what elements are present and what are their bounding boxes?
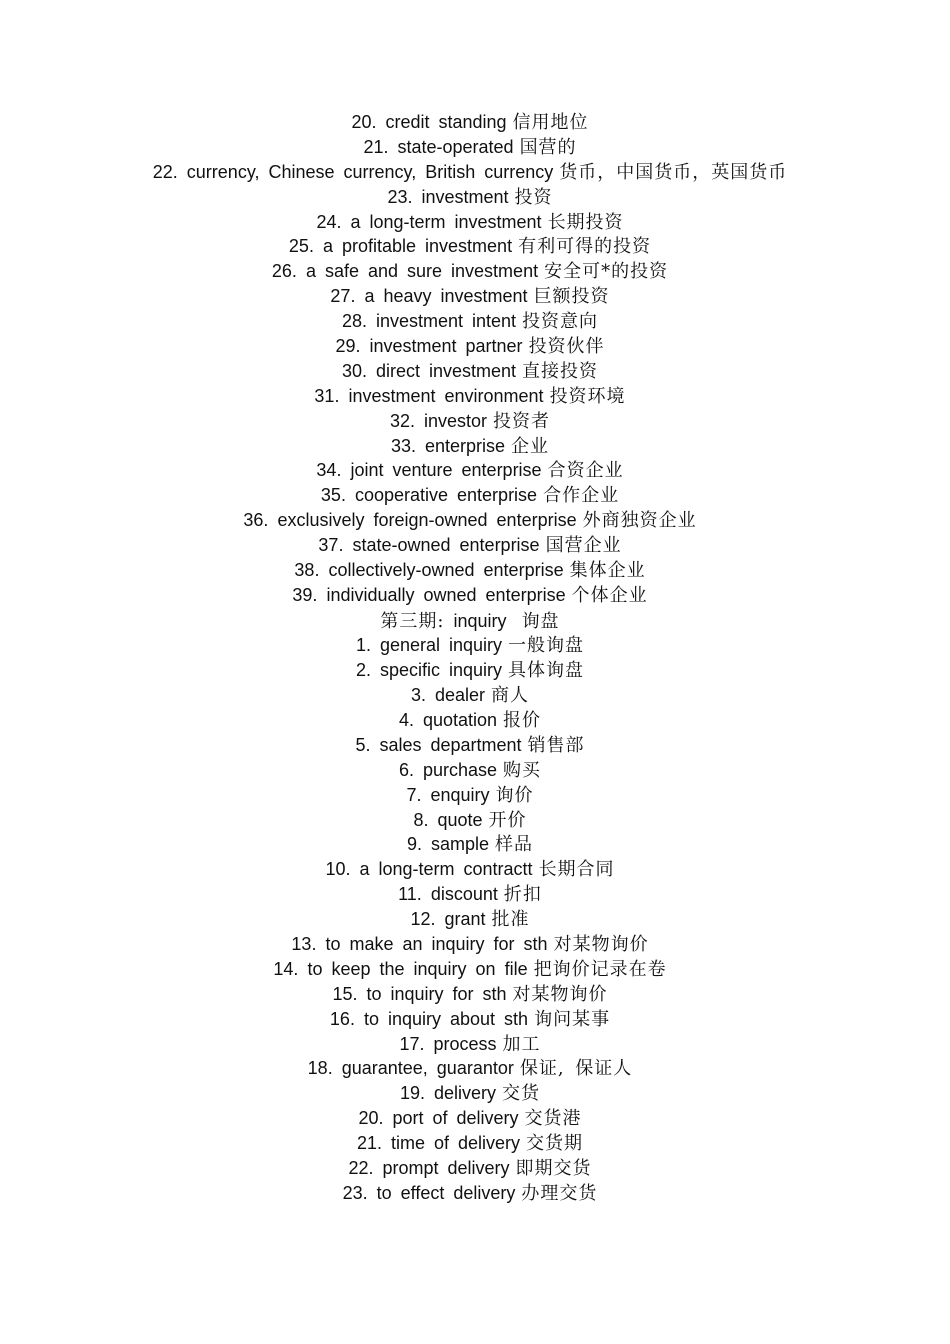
entry-number: 26. — [271, 261, 297, 282]
vocabulary-entry — [0, 458, 940, 483]
entry-number: 31. — [314, 385, 340, 406]
entry-number: 16. — [329, 1008, 355, 1029]
vocabulary-entry — [0, 160, 940, 185]
vocabulary-entry — [0, 808, 940, 833]
entry-number: 24. — [316, 211, 342, 232]
entry-chinese-translation: 信用地位 — [512, 112, 589, 133]
entry-chinese-translation: 投资伙伴 — [528, 336, 605, 358]
entry-number: 12. — [410, 909, 436, 930]
entry-english-term: cooperative enterprise — [354, 485, 538, 506]
vocabulary-entry — [0, 1081, 940, 1106]
entry-chinese-translation: 批准 — [491, 909, 530, 931]
entry-chinese-translation: 长期合同 — [538, 859, 615, 881]
entry-chinese-translation: 外商独资企业 — [582, 510, 697, 532]
vocabulary-entry — [0, 1131, 940, 1156]
vocabulary-entry — [0, 1032, 940, 1057]
vocabulary-entry — [0, 508, 940, 533]
entry-chinese-translation: 购买 — [503, 759, 542, 781]
entry-english-term: a heavy investment — [364, 286, 528, 307]
vocabulary-entry — [0, 384, 940, 409]
vocabulary-entry — [0, 409, 940, 434]
entry-chinese-translation: 长期投资 — [547, 211, 624, 233]
vocabulary-entry — [0, 683, 940, 708]
entry-chinese-translation: 投资意向 — [522, 311, 599, 333]
entry-number: 38. — [294, 560, 320, 581]
entry-number: 22. — [152, 161, 178, 182]
entry-number: 28. — [341, 311, 367, 332]
vocabulary-list-section-two — [0, 110, 940, 608]
entry-number: 35. — [320, 485, 346, 506]
entry-number: 30. — [341, 360, 367, 381]
entry-english-term: specific inquiry — [379, 660, 503, 681]
vocabulary-entry — [0, 1106, 940, 1131]
entry-english-term: to inquiry about sth — [363, 1008, 529, 1029]
entry-chinese-translation: 交货港 — [524, 1108, 582, 1130]
entry-number: 2. — [355, 660, 371, 681]
entry-chinese-translation: 对某物询价 — [512, 983, 608, 1005]
entry-english-term: discount — [430, 884, 498, 905]
entry-number: 10. — [325, 859, 351, 880]
entry-english-term: dealer — [434, 685, 486, 706]
entry-chinese-translation: 即期交货 — [515, 1158, 592, 1180]
entry-english-term: enterprise — [425, 435, 506, 456]
vocabulary-entry — [0, 832, 940, 857]
entry-english-term: quotation — [422, 709, 498, 730]
entry-number: 22. — [348, 1158, 374, 1179]
entry-number: 11. — [398, 884, 422, 905]
entry-number: 23. — [387, 186, 413, 207]
section-heading-prefix: 第三期: — [380, 610, 445, 632]
vocabulary-list-section-three — [0, 633, 940, 1205]
entry-english-term: credit standing — [385, 112, 507, 132]
entry-chinese-translation: 销售部 — [527, 734, 585, 756]
entry-chinese-translation: 报价 — [503, 709, 542, 731]
vocabulary-entry — [0, 658, 940, 683]
entry-chinese-translation: 投资环境 — [549, 385, 626, 407]
vocabulary-entry — [0, 857, 940, 882]
entry-chinese-translation: 国营企业 — [545, 535, 622, 557]
vocabulary-entry — [0, 1007, 940, 1032]
entry-chinese-translation: 保证, 保证人 — [519, 1058, 633, 1080]
vocabulary-entry — [0, 1056, 940, 1081]
entry-number: 27. — [330, 286, 356, 307]
entry-english-term: guarantee, guarantor — [341, 1058, 514, 1079]
entry-number: 32. — [389, 410, 415, 431]
entry-english-term: time of delivery — [391, 1133, 521, 1154]
section-heading-english: inquiry — [453, 610, 507, 631]
entry-number: 25. — [288, 236, 314, 257]
entry-chinese-translation: 企业 — [511, 435, 550, 457]
entry-number: 14. — [273, 958, 299, 979]
vocabulary-entry — [0, 982, 940, 1007]
entry-chinese-translation: 国营的 — [519, 136, 577, 158]
entry-english-term: direct investment — [375, 360, 517, 381]
entry-chinese-translation: 投资 — [514, 186, 553, 208]
entry-english-term: state-owned enterprise — [352, 535, 540, 556]
entry-english-term: currency, Chinese currency, British currency — [186, 161, 554, 182]
section-heading — [0, 608, 940, 634]
entry-chinese-translation: 货币，中国货币，英国货币 — [559, 161, 788, 183]
entry-english-term: sample — [431, 834, 490, 855]
entry-number: 19. — [399, 1083, 425, 1104]
entry-number: 39. — [292, 584, 318, 605]
vocabulary-entry — [0, 932, 940, 957]
entry-number: 3. — [410, 685, 426, 706]
entry-english-term: to effect delivery — [376, 1182, 516, 1203]
entry-chinese-translation: 交货 — [502, 1083, 541, 1105]
entry-number: 4. — [398, 709, 414, 730]
entry-number: 20. — [351, 112, 377, 132]
entry-chinese-translation: 把询价记录在卷 — [533, 958, 667, 980]
entry-number: 37. — [318, 535, 344, 556]
vocabulary-entry — [0, 210, 940, 235]
entry-chinese-translation: 巨额投资 — [533, 286, 610, 308]
vocabulary-entry — [0, 259, 940, 284]
vocabulary-entry — [0, 633, 940, 658]
entry-chinese-translation: 直接投资 — [522, 360, 599, 382]
entry-number: 17. — [399, 1033, 425, 1054]
entry-number: 23. — [342, 1182, 368, 1203]
vocabulary-entry — [0, 533, 940, 558]
entry-chinese-translation: 加工 — [502, 1033, 541, 1055]
entry-english-term: joint venture enterprise — [350, 460, 542, 481]
vocabulary-entry — [0, 185, 940, 210]
entry-number: 21. — [363, 136, 389, 157]
vocabulary-entry — [0, 1156, 940, 1181]
entry-english-term: collectively-owned enterprise — [328, 560, 564, 581]
entry-chinese-translation: 合资企业 — [547, 460, 624, 482]
entry-number: 29. — [335, 336, 361, 357]
entry-number: 5. — [355, 734, 371, 755]
entry-chinese-translation: 一般询盘 — [508, 635, 585, 657]
entry-english-term: purchase — [422, 759, 498, 780]
entry-number: 6. — [398, 759, 414, 780]
vocabulary-entry — [0, 783, 940, 808]
entry-chinese-translation: 样品 — [495, 834, 534, 856]
vocabulary-entry — [0, 110, 940, 135]
section-heading-chinese: 询盘 — [521, 610, 560, 632]
entry-english-term: to inquiry for sth — [366, 983, 507, 1004]
vocabulary-entry — [0, 234, 940, 259]
vocabulary-entry — [0, 583, 940, 608]
vocabulary-entry — [0, 957, 940, 982]
entry-english-term: prompt delivery — [382, 1158, 510, 1179]
entry-chinese-translation: 有利可得的投资 — [518, 236, 652, 258]
entry-number: 7. — [406, 784, 422, 805]
document-page — [0, 110, 940, 1206]
vocabulary-entry — [0, 882, 940, 907]
vocabulary-entry — [0, 434, 940, 459]
entry-english-term: investment intent — [375, 311, 517, 332]
entry-english-term: investment environment — [348, 385, 544, 406]
entry-chinese-translation: 询价 — [495, 784, 534, 806]
vocabulary-entry — [0, 1181, 940, 1206]
entry-number: 8. — [413, 809, 429, 830]
vocabulary-entry — [0, 284, 940, 309]
entry-number: 21. — [356, 1133, 382, 1154]
entry-english-term: state-operated — [397, 136, 514, 157]
entry-english-term: delivery — [434, 1083, 497, 1104]
entry-chinese-translation: 个体企业 — [571, 584, 648, 606]
entry-number: 20. — [358, 1108, 384, 1129]
vocabulary-entry — [0, 359, 940, 384]
entry-english-term: general inquiry — [379, 635, 503, 656]
entry-english-term: to make an inquiry for sth — [325, 934, 548, 954]
entry-chinese-translation: 对某物询价 — [553, 934, 649, 955]
entry-chinese-translation: 投资者 — [493, 410, 551, 432]
entry-chinese-translation: 具体询盘 — [508, 660, 585, 682]
vocabulary-entry — [0, 733, 940, 758]
entry-number: 15. — [332, 983, 358, 1004]
entry-chinese-translation: 开价 — [488, 809, 527, 831]
entry-english-term: exclusively foreign-owned enterprise — [277, 510, 577, 531]
entry-chinese-translation: 集体企业 — [569, 560, 646, 582]
entry-number: 33. — [390, 435, 416, 456]
entry-english-term: quote — [437, 809, 483, 830]
entry-english-term: grant — [444, 909, 486, 930]
vocabulary-entry — [0, 483, 940, 508]
vocabulary-entry — [0, 334, 940, 359]
entry-number: 13. — [291, 934, 317, 954]
entry-chinese-translation: 安全可*的投资 — [544, 261, 669, 283]
entry-english-term: investment partner — [369, 336, 523, 357]
entry-chinese-translation: 商人 — [491, 685, 530, 707]
entry-english-term: a long-term contractt — [359, 859, 533, 880]
entry-number: 1. — [355, 635, 371, 656]
entry-english-term: investor — [424, 410, 488, 431]
vocabulary-entry — [0, 758, 940, 783]
vocabulary-entry — [0, 907, 940, 932]
entry-english-term: port of delivery — [392, 1108, 519, 1129]
vocabulary-entry — [0, 135, 940, 160]
vocabulary-entry — [0, 708, 940, 733]
entry-chinese-translation: 询问某事 — [534, 1008, 611, 1030]
entry-number: 18. — [307, 1058, 333, 1079]
entry-english-term: enquiry — [430, 784, 490, 805]
entry-english-term: a safe and sure investment — [305, 261, 539, 282]
entry-chinese-translation: 办理交货 — [521, 1182, 598, 1204]
entry-chinese-translation: 交货期 — [526, 1133, 584, 1155]
entry-chinese-translation: 合作企业 — [543, 485, 620, 507]
entry-english-term: individually owned enterprise — [326, 584, 566, 605]
entry-english-term: investment — [421, 186, 509, 207]
entry-number: 36. — [243, 510, 269, 531]
entry-number: 9. — [406, 834, 422, 855]
entry-english-term: sales department — [379, 734, 522, 755]
vocabulary-entry — [0, 558, 940, 583]
entry-chinese-translation: 折扣 — [503, 884, 542, 906]
entry-number: 34. — [316, 460, 342, 481]
entry-english-term: process — [433, 1033, 497, 1054]
vocabulary-entry — [0, 309, 940, 334]
entry-english-term: to keep the inquiry on file — [307, 958, 528, 979]
entry-english-term: a long-term investment — [350, 211, 542, 232]
entry-english-term: a profitable investment — [322, 236, 513, 257]
